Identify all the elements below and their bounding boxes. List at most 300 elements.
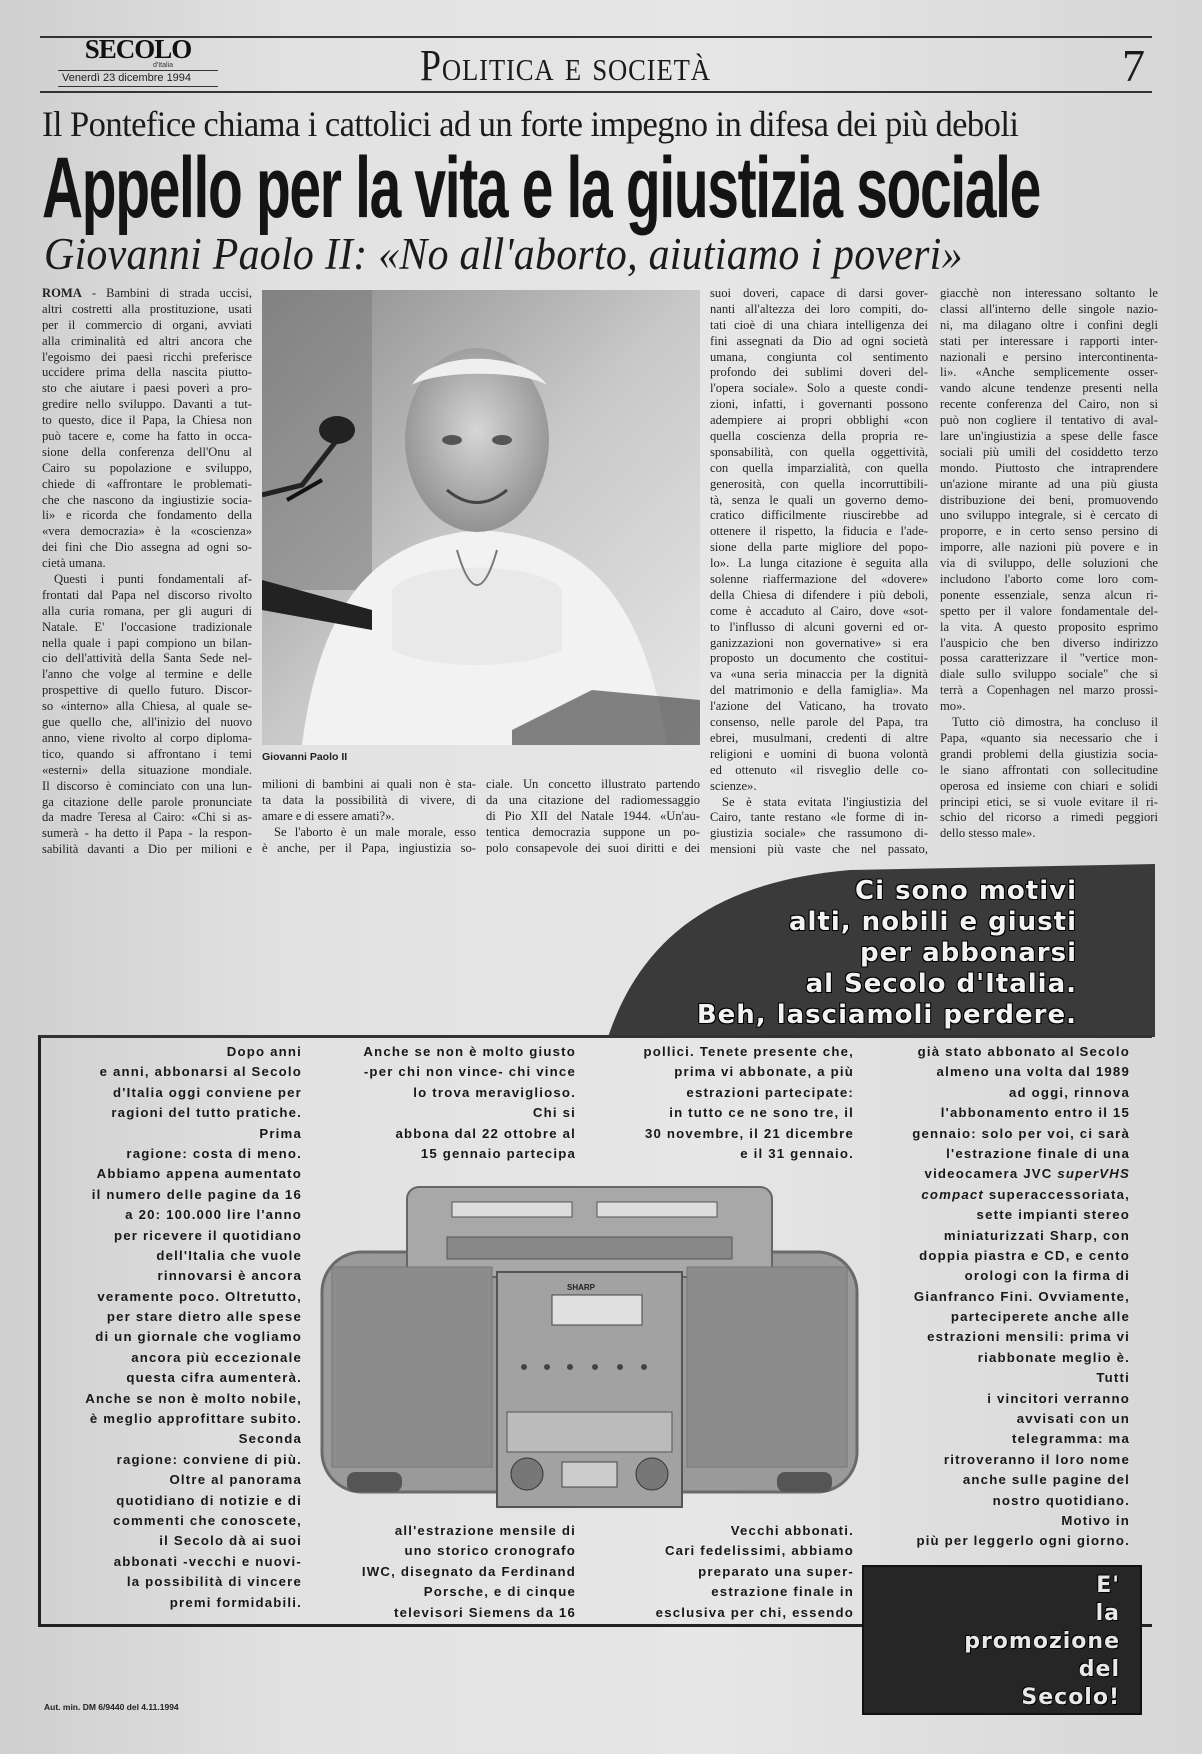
ad-line: Chi si — [532, 1105, 576, 1121]
article-line — [710, 350, 928, 366]
article-line — [940, 604, 1158, 620]
ad-line: 30 novembre, il 21 dicembre — [644, 1125, 854, 1141]
article-text: Cairo su popolazione e sviluppo, — [42, 460, 252, 475]
ad-text: compact — [921, 1186, 985, 1202]
article-line — [940, 350, 1158, 366]
article-line — [940, 286, 1158, 302]
ad-line: questa cifra aumenterà. — [126, 1370, 302, 1386]
article-text: va «una seria minaccia per la dignità — [710, 667, 928, 682]
article-text: un'azione mirante ad una più giusta — [940, 476, 1158, 491]
ad-line: riabbonate meglio è. — [977, 1349, 1130, 1365]
article-text: consenso, nelle parole del Papa, tra — [710, 715, 928, 730]
article-text: polo consapevole dei suoi diritti e dei — [486, 840, 700, 855]
article-text: Questi i punti fondamentali af- — [54, 572, 252, 587]
article-text: del matrimonio e della famiglia». Ma — [710, 683, 928, 698]
article-line — [710, 779, 928, 795]
article-text: può non cogliere il tentativo di aval- — [940, 413, 1158, 428]
masthead-name: SECOLO — [84, 34, 192, 64]
article-line — [42, 826, 252, 842]
article-line — [42, 683, 252, 699]
article-line — [262, 793, 476, 809]
ad-headline-line: al Secolo d'Italia. — [805, 969, 1077, 999]
article-text: distribuzione dei beni, promuovendo — [940, 492, 1158, 507]
ad-line: commenti che conoscete, — [113, 1512, 302, 1528]
article-line — [262, 841, 476, 857]
stereo-product-image — [312, 1182, 867, 1512]
ad-line: premi formidabili. — [169, 1594, 302, 1610]
article-text: lare un'ingiustizia a spese delle fasce — [940, 429, 1158, 444]
article-line — [42, 334, 252, 350]
ad-line: per stare dietro alle spese — [106, 1309, 302, 1325]
article-text: ponente essenziale, senza alcun ri- — [940, 587, 1158, 602]
article-text: ebrei, musulmani, credenti di altre — [710, 730, 928, 745]
ad-text: videocamera JVC — [924, 1166, 1058, 1182]
article-line — [940, 397, 1158, 413]
ad-line: i vincitori verranno — [987, 1390, 1130, 1406]
article-text: scienze». — [710, 778, 757, 793]
article-line — [710, 699, 928, 715]
article-text: «vera democrazia» è la «coscienza» — [42, 524, 252, 539]
article-text: possa caratterizzare il "vertice mon- — [940, 651, 1158, 666]
ad-line: il numero delle pagine da 16 — [91, 1186, 302, 1202]
article-line — [940, 477, 1158, 493]
section-title: Politica e società — [420, 41, 711, 90]
ad-line: telegramma: ma — [1012, 1431, 1130, 1447]
article-text: la vita. A questo proposito esprimo — [940, 619, 1158, 634]
article-text: includono l'aborto come loro com- — [940, 572, 1158, 587]
ad-line: è meglio approfittare subito. — [89, 1411, 302, 1427]
article-line — [42, 842, 252, 858]
article-line — [710, 508, 928, 524]
article-line — [42, 572, 252, 588]
article-line — [940, 715, 1158, 731]
article-line — [710, 795, 928, 811]
article-line — [710, 763, 928, 779]
ad-line: Dopo anni — [226, 1044, 302, 1059]
promo-line: E' — [1096, 1573, 1120, 1598]
ad-headline-line: per abbonarsi — [859, 938, 1077, 968]
article-text: l'egoismo dei paesi ricchi preferisce — [42, 349, 252, 364]
article-text: ganizzazioni non governative» si era — [710, 635, 928, 650]
article-line — [710, 810, 928, 826]
ad-line: Cari fedelissimi, abbiamo — [664, 1543, 854, 1559]
ad-column-1 — [46, 1042, 302, 1613]
article-line — [42, 493, 252, 509]
article-line — [940, 747, 1158, 763]
article-line — [710, 540, 928, 556]
ad-line: all'estrazione mensile di — [394, 1523, 576, 1538]
ad-line: ragione: costa di meno. — [126, 1145, 302, 1161]
pope-photo — [262, 290, 700, 745]
promo-line: promozione — [964, 1629, 1120, 1654]
ad-line: già stato abbonato al Secolo — [917, 1044, 1130, 1059]
ad-line: 15 gennaio partecipa — [420, 1145, 576, 1161]
article-line — [940, 445, 1158, 461]
article-text: via di sviluppo, delle soluzioni che — [940, 556, 1158, 571]
ad-line: abbona dal 22 ottobre al — [395, 1125, 576, 1141]
ad-line: ancora più eccezionale — [131, 1349, 302, 1365]
article-line — [940, 588, 1158, 604]
ad-line: l'estrazione finale di una — [946, 1145, 1130, 1161]
article-line — [710, 651, 928, 667]
article-text: «esterni» della situazione mondiale. — [42, 762, 252, 777]
article-line — [42, 667, 252, 683]
article-text: gredire nello sviluppo. Davanti a tut- — [42, 397, 252, 412]
ad-line: a 20: 100.000 lire l'anno — [125, 1207, 302, 1223]
ad-line: per ricevere il quotidiano — [113, 1227, 302, 1243]
stereo-brand: SHARP — [567, 1283, 596, 1292]
promo-line: Secolo! — [1021, 1685, 1120, 1710]
article-line — [710, 461, 928, 477]
headline: Appello per la vita e la giustizia sociale — [42, 140, 1040, 236]
article-line — [42, 795, 252, 811]
ad-line: Abbiamo appena aumentato — [96, 1166, 302, 1182]
article-text: grandi problemi della giustizia socia- — [940, 746, 1158, 761]
ad-column-3-bottom — [596, 1521, 854, 1623]
article-line — [710, 413, 928, 429]
article-text: generosità, con quella incorruttibili- — [710, 476, 928, 491]
article-line — [42, 477, 252, 493]
article-line — [940, 779, 1158, 795]
ad-line: ragioni del tutto pratiche. — [111, 1105, 302, 1121]
ad-line: parteciperete anche alle — [950, 1309, 1130, 1325]
article-text: ta data la possibilità di vivere, di — [262, 792, 476, 807]
article-line — [940, 731, 1158, 747]
dateline: ROMA — [42, 286, 82, 300]
ad-line: Oltre al panorama — [169, 1472, 302, 1488]
article-text: l'opera sociale». Solo a queste condi- — [710, 381, 928, 396]
article-text: tico, quando si affrontano i temi — [42, 746, 252, 761]
article-text: le siano affrontati con sollecitudine — [940, 762, 1158, 777]
article-column-1 — [42, 286, 252, 858]
article-text: mo». — [940, 699, 966, 714]
article-line — [940, 763, 1158, 779]
article-line — [42, 445, 252, 461]
article-line — [710, 636, 928, 652]
ad-line: più per leggerlo ogni giorno. — [916, 1533, 1130, 1549]
article-text: chiede di «affrontare le problemati- — [42, 476, 252, 491]
article-line — [42, 715, 252, 731]
article-text: lo». La lunga citazione è seguita alla — [710, 556, 928, 571]
ad-line: estrazione finale in — [711, 1584, 854, 1600]
article-line — [42, 413, 252, 429]
ad-line: l'abbonamento entro il 15 — [940, 1105, 1130, 1121]
article-line — [940, 699, 1158, 715]
ad-line: lo trova meraviglioso. — [413, 1084, 576, 1100]
ad-line: la possibilità di vincere — [126, 1574, 302, 1590]
promo-box — [862, 1565, 1142, 1715]
article-line — [42, 397, 252, 413]
article-line — [42, 350, 252, 366]
article-text: da madre Teresa al Cairo: «Chi si as- — [42, 810, 252, 825]
article-text: vando alcune tendenze presenti nella — [940, 381, 1158, 396]
ad-text: superaccessoriata, — [984, 1186, 1130, 1202]
ad-line — [872, 1185, 1130, 1205]
article-text: della Chiesa di difendere i più deboli, — [710, 587, 928, 602]
ad-line: televisori Siemens da 16 — [393, 1604, 576, 1620]
ad-line: dell'Italia che vuole — [156, 1247, 302, 1263]
ad-line: d'Italia oggi conviene per — [113, 1084, 302, 1100]
ad-text: superVHS — [1057, 1166, 1130, 1182]
article-text: ga citazione delle parole pronunciate — [42, 794, 252, 809]
article-line — [940, 461, 1158, 477]
page-number: 7 — [1122, 40, 1145, 91]
ad-line: ritroveranno il loro nome — [943, 1451, 1130, 1467]
article-text: cratico difficilmente riuscirebbe ad — [710, 508, 928, 523]
article-line — [940, 302, 1158, 318]
ad-line: Gianfranco Fini. Ovviamente, — [913, 1288, 1130, 1304]
article-line — [42, 763, 252, 779]
masthead-logo — [58, 36, 218, 87]
article-text: principi etici, se si vuole evitare il ri- — [940, 794, 1158, 809]
ad-column-2-bottom — [318, 1521, 576, 1623]
article-line — [940, 508, 1158, 524]
ad-line: Vecchi abbonati. — [730, 1523, 854, 1538]
article-line — [262, 777, 476, 793]
article-text: frontati dal Papa nel discorso rivolto — [42, 587, 252, 602]
article-text: milioni di bambini ai quali non è sta- — [262, 777, 476, 791]
article-line — [486, 841, 700, 857]
article-text: umana, congiunta col sentimento — [710, 349, 928, 364]
article-line — [940, 795, 1158, 811]
article-line — [486, 809, 700, 825]
article-line — [710, 286, 928, 302]
article-text: alla criminalità ed altri ancora che — [42, 333, 252, 348]
article-text: diale sullo sviluppo sociale" che si — [940, 667, 1158, 682]
ad-line: IWC, disegnato da Ferdinand — [361, 1563, 576, 1579]
article-line — [940, 413, 1158, 429]
article-line — [710, 731, 928, 747]
article-line — [710, 572, 928, 588]
article-line — [42, 620, 252, 636]
article-text: sociali più umili del cosiddetto terzo — [940, 444, 1158, 459]
article-text: schio del ricorso a rimedi peggiori — [940, 810, 1158, 825]
article-line — [42, 318, 252, 334]
article-text: ciale. Un concetto illustrato partendo — [486, 777, 700, 791]
ad-line: preparato una super- — [698, 1563, 854, 1579]
article-line — [42, 779, 252, 795]
article-text: gue quello che, all'inizio del nuovo — [42, 715, 252, 730]
ad-line: nostro quotidiano. — [992, 1492, 1130, 1508]
article-line — [710, 365, 928, 381]
ad-line: il Secolo dà ai suoi — [159, 1533, 302, 1549]
article-text: per il commercio di organi, avviati — [42, 317, 252, 332]
article-line — [42, 524, 252, 540]
article-line — [710, 667, 928, 683]
ad-line: almeno una volta dal 1989 — [936, 1064, 1130, 1080]
article-line — [42, 286, 252, 302]
article-line — [42, 604, 252, 620]
ad-line: Motivo in — [1061, 1512, 1130, 1528]
ad-line: gennaio: solo per voi, ci sarà — [912, 1125, 1130, 1141]
ad-column-4 — [872, 1042, 1130, 1552]
article-text: Se è stata evitata l'ingiustizia del — [722, 794, 928, 809]
ad-line: Tutti — [1096, 1370, 1130, 1386]
article-line — [710, 524, 928, 540]
article-line — [42, 747, 252, 763]
ad-line: esclusiva per chi, essendo — [655, 1604, 854, 1620]
ad-headline-banner — [600, 862, 1155, 1037]
article-line — [940, 651, 1158, 667]
article-text: nanti all'altezza dei loro compiti, do- — [710, 301, 928, 316]
masthead-subname: d'Italia — [152, 62, 173, 69]
article-text: alla curia romana, per gli auguri di — [42, 603, 252, 618]
article-text: ottenere il rispetto, la fiducia e l'ade- — [710, 524, 928, 539]
article-line — [940, 365, 1158, 381]
ad-line: ragione: conviene di più. — [116, 1451, 302, 1467]
ad-line: estrazioni mensili: prima vi — [927, 1329, 1130, 1345]
article-text: Se l'aborto è un male morale, esso — [274, 824, 476, 839]
article-line — [42, 699, 252, 715]
article-text: mondo. Piuttosto che intraprendere — [940, 460, 1158, 475]
ad-line: prima vi abbonate, a più — [674, 1064, 854, 1080]
article-text: sabilità davanti a Dio per milioni e — [42, 842, 252, 857]
article-text: dei fini che Dio assegna ad ogni so- — [42, 540, 252, 555]
ad-line: avvisati con un — [1016, 1411, 1130, 1427]
article-column-3 — [710, 286, 928, 858]
ad-line: e il 31 gennaio. — [740, 1145, 854, 1161]
ad-headline-line: Beh, lasciamoli perdere. — [696, 1000, 1077, 1030]
article-line — [42, 556, 252, 572]
article-line — [486, 825, 700, 841]
article-text: ni, ma dilagano oltre i confini degli — [940, 317, 1158, 332]
header-rule — [40, 91, 1152, 93]
article-text: sione della parte migliore del popo- — [710, 540, 928, 555]
article-text: operosa ed insieme con chiari e solidi — [940, 778, 1158, 793]
article-line — [710, 747, 928, 763]
article-text: zioni, infatti, i governanti possono — [710, 397, 928, 412]
article-line — [940, 381, 1158, 397]
ad-line: Seconda — [238, 1431, 302, 1447]
article-text: terrà a Copenhagen nel marzo prossi- — [940, 683, 1158, 698]
article-line — [486, 793, 700, 809]
article-text: sto che aiutare i paesi poveri a pro- — [42, 381, 252, 396]
subtitle: Giovanni Paolo II: «No all'aborto, aiutiamo i poveri» — [44, 229, 963, 279]
issue-date: Venerdì 23 dicembre 1994 — [58, 70, 218, 87]
article-line — [710, 429, 928, 445]
article-text: - Bambini di strada uccisi, — [91, 286, 252, 300]
article-line — [940, 493, 1158, 509]
article-column-4 — [940, 286, 1158, 842]
article-line — [710, 318, 928, 334]
article-text: tentica democrazia suppone un po- — [486, 824, 700, 839]
article-line — [940, 636, 1158, 652]
article-text: Il discorso è cominciato con una lun- — [42, 778, 252, 793]
article-text: ed ottenuto «il risveglio delle co- — [710, 762, 928, 777]
article-text: to l'influsso di alcuni governi ed or- — [710, 619, 928, 634]
article-line — [940, 429, 1158, 445]
article-line — [710, 588, 928, 604]
article-text: dello stesso male». — [940, 826, 1036, 841]
ad-line: doppia piastra e CD, e cento — [919, 1247, 1130, 1263]
article-text: con quella imparzialità, con quella — [710, 460, 928, 475]
article-line — [940, 667, 1158, 683]
article-text: giustizia sociale» che rassumono di- — [710, 826, 928, 841]
ad-line: sette impianti stereo — [976, 1207, 1130, 1223]
article-line — [42, 461, 252, 477]
article-line — [486, 777, 700, 793]
article-text: può tacere e, come ha fatto in occa- — [42, 429, 252, 444]
article-text: profondo dei sublimi doveri del- — [710, 365, 928, 380]
article-line — [710, 445, 928, 461]
article-line — [940, 810, 1158, 826]
article-text: classi all'interno delle singole nazio- — [940, 301, 1158, 316]
article-text: anno, viene rivolto al corpo diploma- — [42, 730, 252, 745]
article-text: li» e ricorda che fondamento della — [42, 508, 252, 523]
article-column-2a — [262, 777, 476, 856]
ad-line: Anche se non è molto giusto — [363, 1044, 576, 1059]
article-text: uno sviluppo integrale, si è cercato di — [940, 508, 1158, 523]
article-line — [42, 429, 252, 445]
article-text: altri costretti alla prostituzione, usati — [42, 301, 252, 316]
article-text: suoi doveri, capace di darsi gover- — [710, 286, 928, 300]
article-line — [42, 381, 252, 397]
article-line — [42, 810, 252, 826]
article-line — [42, 302, 252, 318]
article-line — [710, 842, 928, 858]
ad-line: miniaturizzati Sharp, con — [943, 1227, 1130, 1243]
article-text: mensioni più vaste che nel passato, — [710, 842, 928, 857]
ad-line: Porsche, e di cinque — [423, 1584, 576, 1600]
ad-line: uno storico cronografo — [404, 1543, 576, 1559]
ad-line: Prima — [259, 1125, 302, 1141]
article-line — [42, 636, 252, 652]
photo-caption: Giovanni Paolo II — [262, 751, 348, 763]
article-text: che che nascono da ingiustizie socia- — [42, 492, 252, 507]
article-text: cio dell'attività della Santa Sede nel- — [42, 651, 252, 666]
article-line — [262, 809, 476, 825]
article-text: sponsabilità, con quella oggettività, — [710, 444, 928, 459]
article-text: da una citazione del radiomessaggio — [486, 792, 700, 807]
authorization-note: Aut. min. DM 6/9440 del 4.11.1994 — [44, 1702, 179, 1712]
ad-line: orologi con la firma di — [964, 1268, 1130, 1284]
article-line — [42, 365, 252, 381]
article-text: l'auspicio che ben diverso indirizzo — [940, 635, 1158, 650]
article-text: è anche, per il Papa, ingiustizia so- — [262, 840, 476, 855]
article-text: imporre, alle nazioni più povere e in — [940, 540, 1158, 555]
article-line — [262, 825, 476, 841]
article-line — [940, 334, 1158, 350]
promo-line: la — [1095, 1601, 1120, 1626]
article-line — [940, 572, 1158, 588]
article-text: li». «Anche semplicemente osser- — [940, 365, 1158, 380]
article-line — [710, 556, 928, 572]
article-text: religioni e uomini di buona volontà — [710, 746, 928, 761]
article-text: prospettive di quello futuro. Discor- — [42, 683, 252, 698]
ad-line: e anni, abbonarsi al Secolo — [99, 1064, 302, 1080]
article-line — [710, 381, 928, 397]
article-text: tà, senza le quali un governo demo- — [710, 492, 928, 507]
ad-headline-line: alti, nobili e giusti — [788, 907, 1077, 937]
article-line — [710, 334, 928, 350]
kicker: Il Pontefice chiama i cattolici ad un forte impegno in difesa dei più deboli — [42, 104, 1019, 144]
ad-line: quotidiano di notizie e di — [116, 1492, 302, 1508]
article-line — [940, 318, 1158, 334]
article-line — [42, 651, 252, 667]
ad-line: Anche se non è molto nobile, — [85, 1390, 302, 1406]
ad-line: pollici. Tenete presente che, — [643, 1044, 854, 1059]
article-line — [710, 477, 928, 493]
article-text: uccidere prima della nascita piutto- — [42, 365, 252, 380]
ad-line: estrazioni partecipate: — [686, 1084, 854, 1100]
article-line — [940, 524, 1158, 540]
article-line — [42, 540, 252, 556]
article-line — [710, 493, 928, 509]
article-text: proposto un documento che costitui- — [710, 651, 928, 666]
article-line — [940, 556, 1158, 572]
ad-line: anche sulle pagine del — [962, 1472, 1130, 1488]
article-text: sumerà - ha detto il Papa - la respon- — [42, 826, 252, 841]
